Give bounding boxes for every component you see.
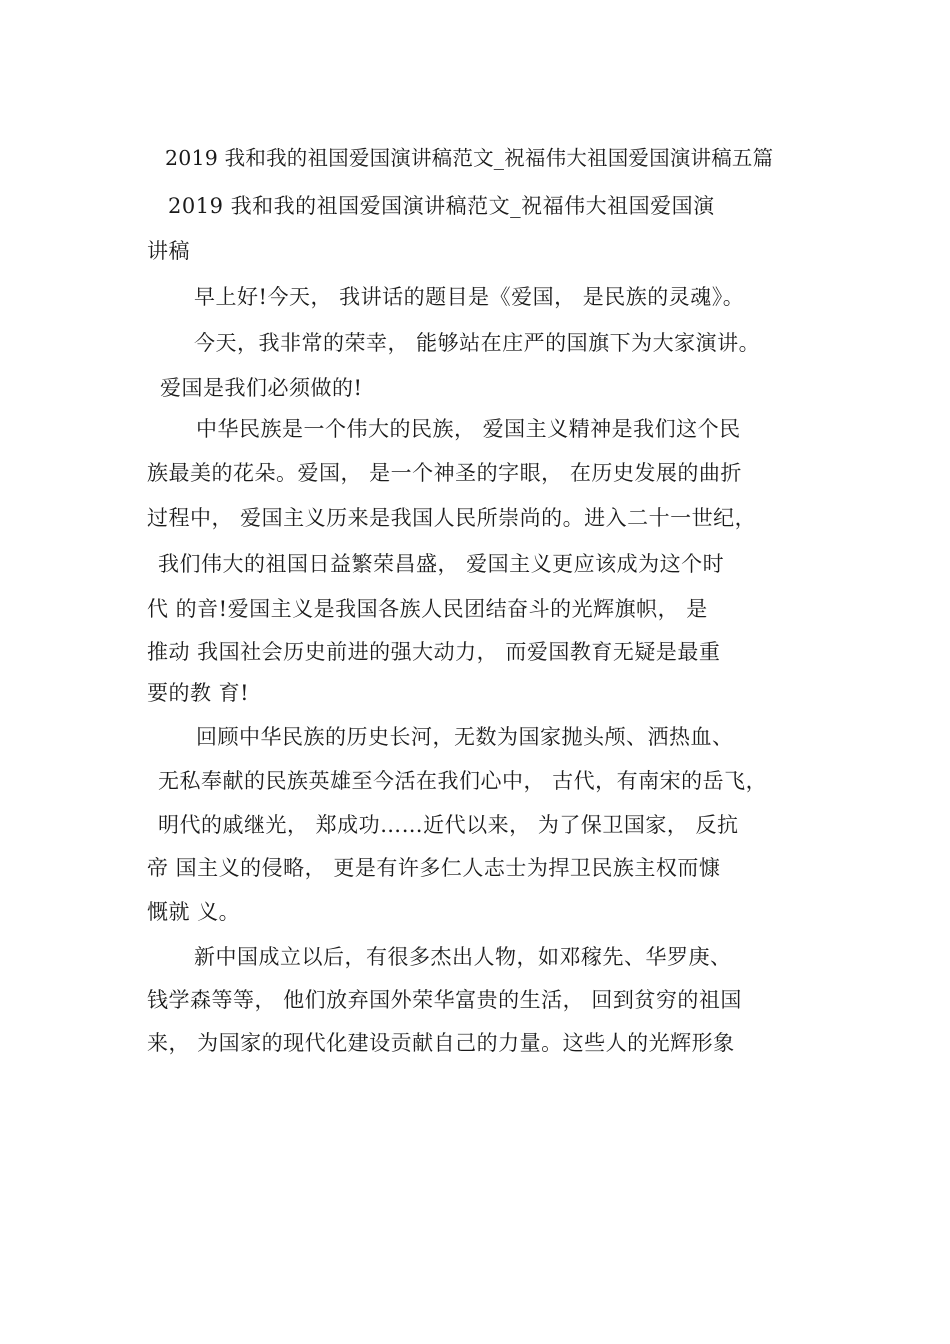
paragraph-line: 早上好!今天， 我讲话的题目是《爱国， 是民族的灵魂》。 — [194, 285, 745, 309]
paragraph-line: 钱学森等等， 他们放弃国外荣华富贵的生活， 回到贫穷的祖国 — [147, 988, 742, 1012]
document-title: 2019 我和我的祖国爱国演讲稿范文_祝福伟大祖国爱国演讲稿五篇 — [165, 146, 774, 170]
paragraph-line: 今天，我非常的荣幸， 能够站在庄严的国旗下为大家演讲。 — [194, 331, 761, 355]
paragraph-line: 要的教 育! — [147, 681, 250, 705]
paragraph-line: 爱国是我们必须做的! — [160, 376, 363, 400]
paragraph-line: 无私奉献的民族英雄至今活在我们心中， 古代，有南宋的岳飞， — [158, 769, 768, 793]
paragraph-line: 新中国成立以后，有很多杰出人物，如邓稼先、华罗庚、 — [194, 945, 732, 969]
paragraph-line: 慨就 义。 — [147, 900, 241, 924]
paragraph-line: 推动 我国社会历史前进的强大动力， 而爱国教育无疑是最重 — [147, 640, 721, 664]
subtitle-line: 讲稿 — [147, 239, 190, 263]
subtitle-line: 2019 我和我的祖国爱国演讲稿范文_祝福伟大祖国爱国演 — [168, 194, 715, 218]
paragraph-line: 来， 为国家的现代化建设贡献自己的力量。这些人的光辉形象 — [147, 1031, 735, 1055]
paragraph-line: 过程中， 爱国主义历来是我国人民所崇尚的。进入二十一世纪， — [147, 506, 757, 530]
paragraph-line: 族最美的花朵。爱国， 是一个神圣的字眼， 在历史发展的曲折 — [147, 461, 742, 485]
paragraph-line: 回顾中华民族的历史长河，无数为国家抛头颅、洒热血、 — [196, 725, 734, 749]
paragraph-line: 中华民族是一个伟大的民族， 爱国主义精神是我们这个民 — [196, 417, 741, 441]
paragraph-line: 明代的戚继光， 郑成功……近代以来， 为了保卫国家， 反抗 — [158, 813, 739, 837]
paragraph-line: 代 的音!爱国主义是我国各族人民团结奋斗的光辉旗帜， 是 — [147, 597, 708, 621]
paragraph-line: 帝 国主义的侵略， 更是有许多仁人志士为捍卫民族主权而慷 — [147, 856, 721, 880]
paragraph-line: 我们伟大的祖国日益繁荣昌盛， 爱国主义更应该成为这个时 — [158, 552, 725, 576]
